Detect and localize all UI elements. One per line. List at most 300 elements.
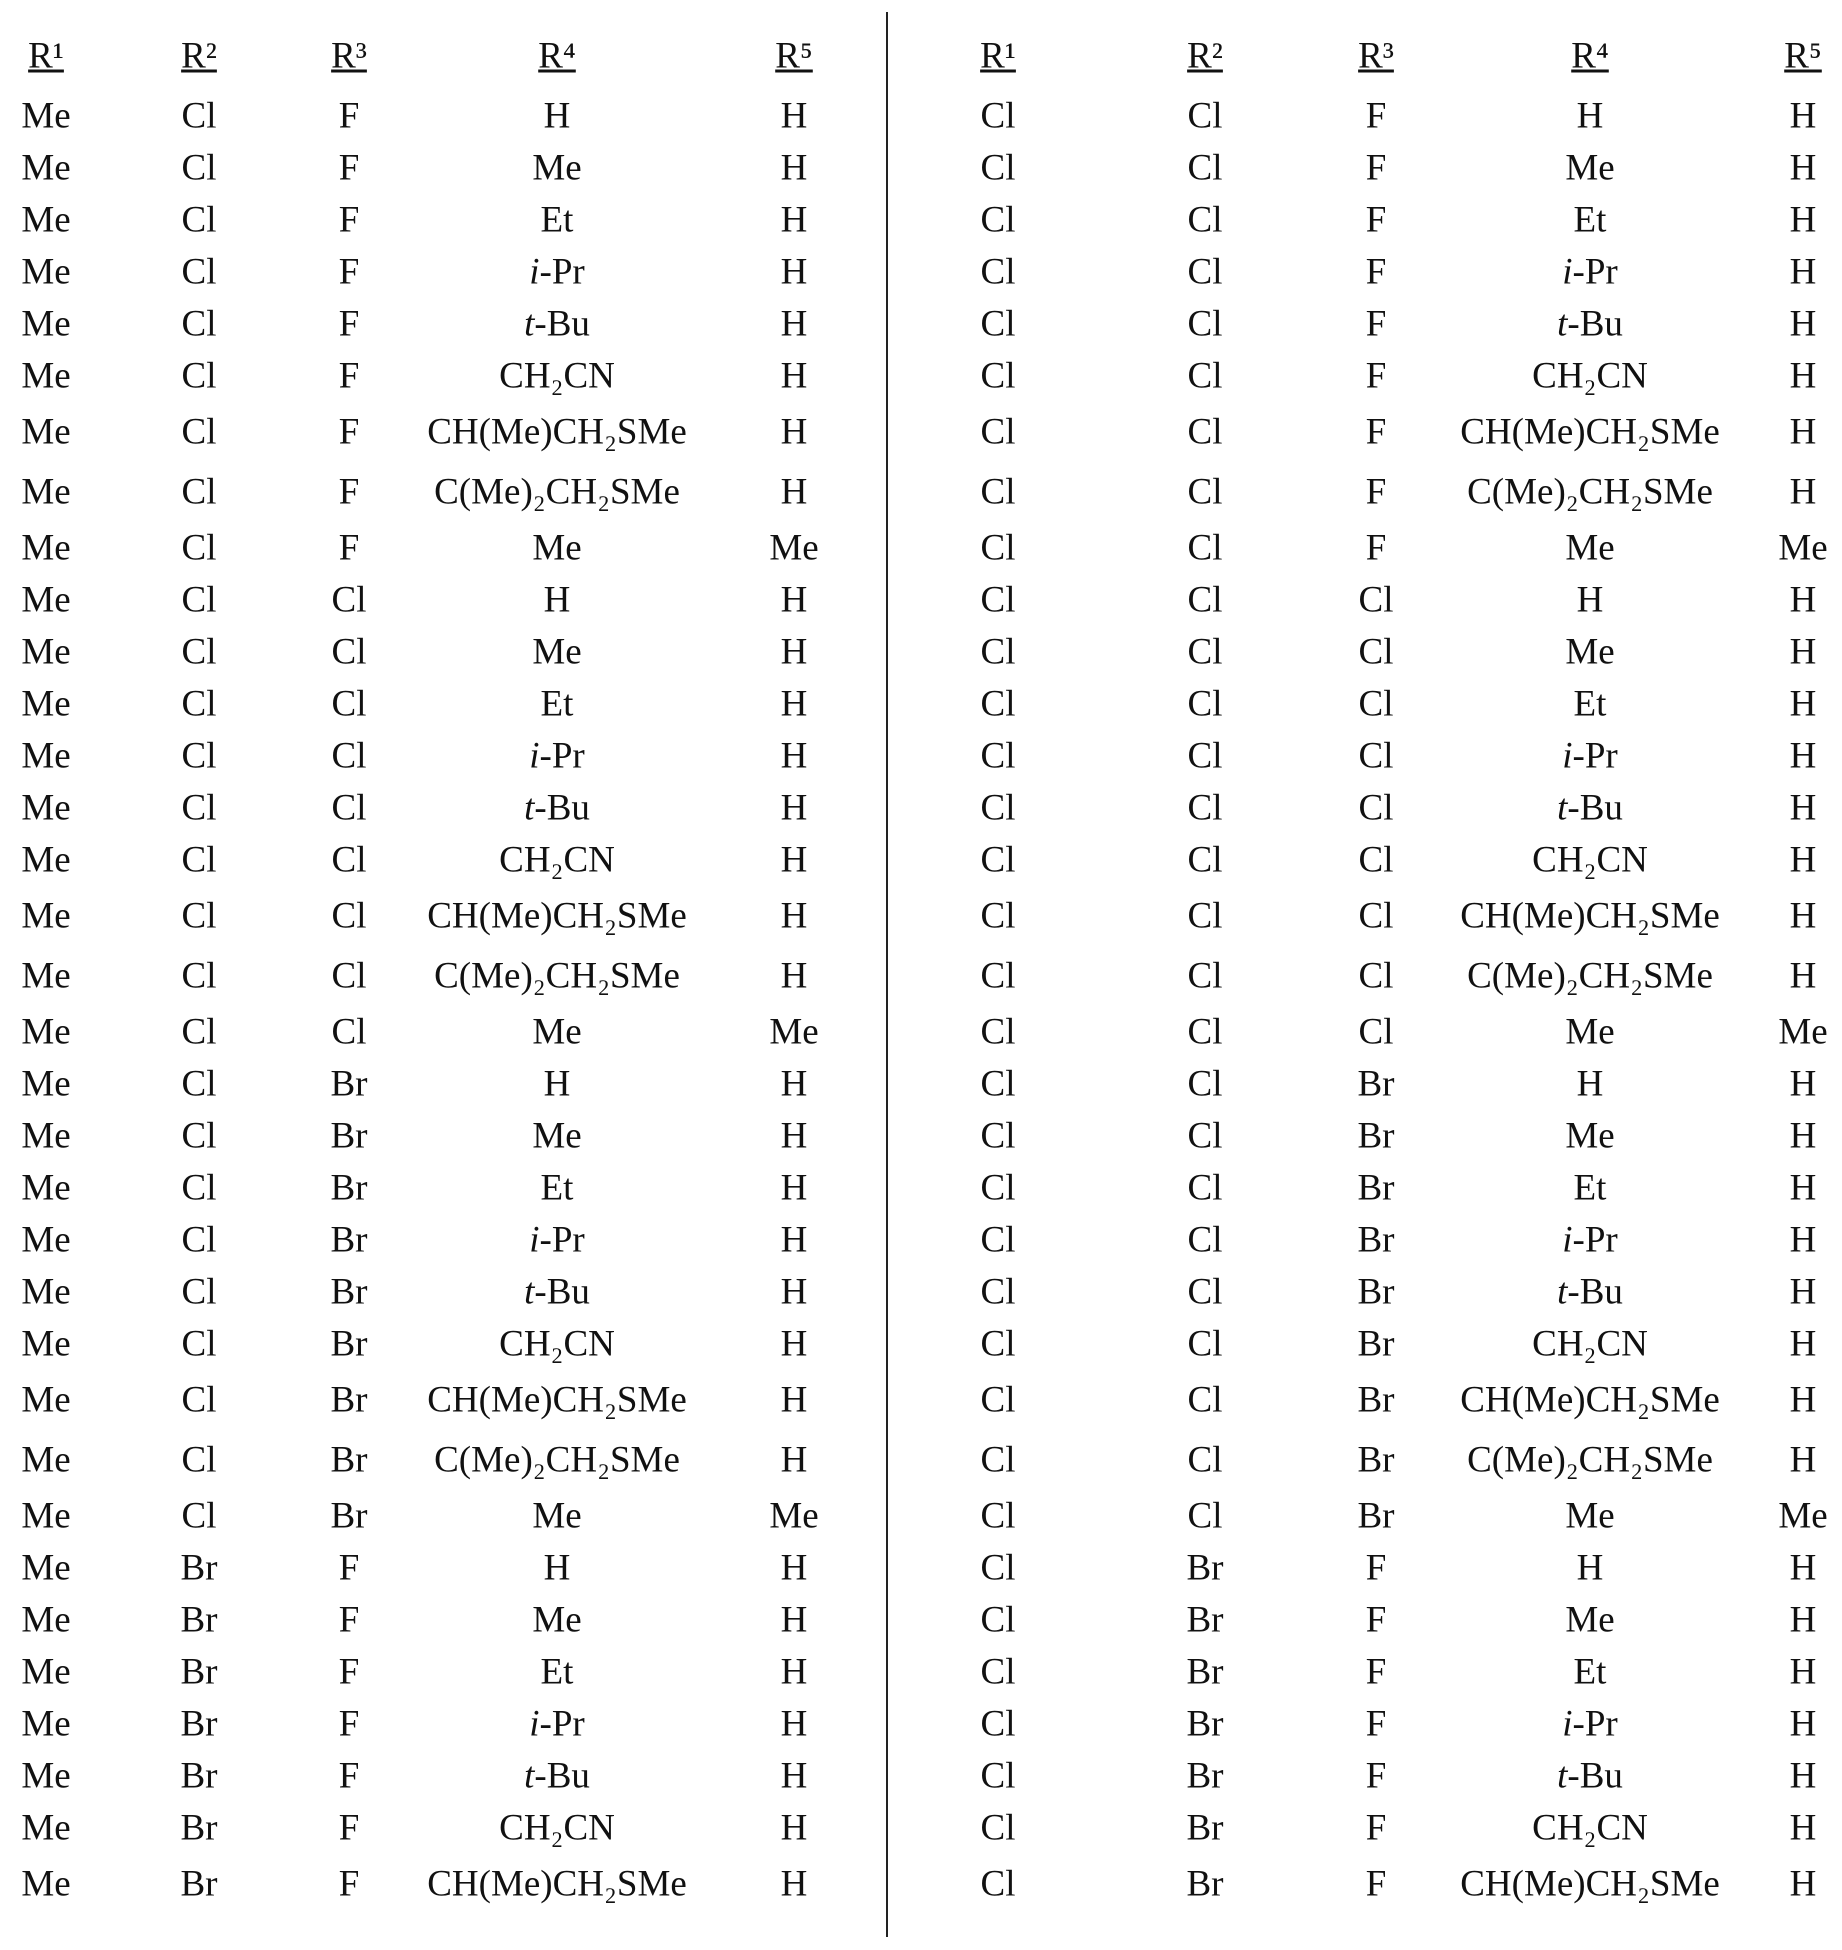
cell-r5: H — [781, 474, 808, 511]
cell-r1: Me — [21, 1866, 70, 1903]
cell-r2: Cl — [182, 898, 217, 935]
table-row — [892, 574, 1842, 626]
cell-r5: H — [1790, 1326, 1817, 1363]
cell-r1: Me — [21, 530, 70, 567]
table-row — [0, 522, 880, 574]
cell-r1: Cl — [981, 530, 1016, 567]
table-row — [892, 1802, 1842, 1854]
cell-r2: Cl — [182, 358, 217, 395]
cell-r5: H — [1790, 1382, 1817, 1419]
cell-r4: Me — [532, 150, 581, 187]
cell-r2: Cl — [1188, 254, 1223, 291]
cell-r2: Cl — [1188, 898, 1223, 935]
cell-r2: Br — [181, 1654, 218, 1691]
cell-r4: i-Pr — [529, 1222, 585, 1259]
cell-r3: F — [339, 202, 360, 239]
cell-r2: Cl — [1188, 582, 1223, 619]
cell-r3: Cl — [332, 1014, 367, 1051]
cell-r5: H — [1790, 738, 1817, 775]
cell-r2: Br — [181, 1602, 218, 1639]
table-row — [0, 1266, 880, 1318]
cell-r5: H — [781, 842, 808, 879]
table-row — [0, 1854, 880, 1914]
cell-r5: H — [781, 898, 808, 935]
cell-r1: Cl — [981, 790, 1016, 827]
cell-r1: Me — [21, 202, 70, 239]
cell-r4: Et — [541, 1170, 574, 1207]
cell-r3: Br — [331, 1326, 368, 1363]
cell-r4: Me — [532, 634, 581, 671]
cell-r5: Me — [769, 1498, 818, 1535]
cell-r2: Br — [1187, 1654, 1224, 1691]
table-row — [0, 1698, 880, 1750]
cell-r1: Cl — [981, 1382, 1016, 1419]
column-header-r3: R³ — [331, 38, 367, 75]
cell-r2: Cl — [182, 1382, 217, 1419]
cell-r2: Cl — [1188, 1170, 1223, 1207]
cell-r5: H — [1790, 1274, 1817, 1311]
cell-r5: H — [781, 1066, 808, 1103]
cell-r2: Cl — [1188, 1274, 1223, 1311]
cell-r3: F — [1366, 150, 1387, 187]
cell-r1: Me — [21, 1326, 70, 1363]
cell-r1: Cl — [981, 306, 1016, 343]
cell-r2: Cl — [1188, 738, 1223, 775]
cell-r4: Me — [1565, 1498, 1614, 1535]
cell-r4: Me — [1565, 1014, 1614, 1051]
cell-r4: Me — [532, 1498, 581, 1535]
cell-r4: CH₂CN — [499, 1810, 615, 1847]
cell-r2: Cl — [1188, 474, 1223, 511]
table-row — [892, 90, 1842, 142]
cell-r2: Br — [1187, 1550, 1224, 1587]
cell-r4: C(Me)₂CH₂SMe — [434, 474, 680, 511]
cell-r3: F — [1366, 1758, 1387, 1795]
cell-r3: Cl — [1359, 842, 1394, 879]
cell-r2: Cl — [182, 842, 217, 879]
header-row — [0, 22, 880, 90]
cell-r5: H — [781, 1222, 808, 1259]
table-row — [892, 142, 1842, 194]
cell-r4: CH₂CN — [499, 842, 615, 879]
cell-r4: Me — [532, 530, 581, 567]
cell-r4: C(Me)₂CH₂SMe — [1467, 474, 1713, 511]
cell-r5: H — [781, 1654, 808, 1691]
cell-r3: F — [339, 98, 360, 135]
cell-r3: Br — [1358, 1442, 1395, 1479]
cell-r5: H — [1790, 1170, 1817, 1207]
table-row — [892, 1058, 1842, 1110]
cell-r5: H — [781, 306, 808, 343]
cell-r5: H — [781, 790, 808, 827]
cell-r1: Cl — [981, 842, 1016, 879]
table-row — [0, 946, 880, 1006]
cell-r3: F — [339, 306, 360, 343]
cell-r2: Cl — [182, 1222, 217, 1259]
cell-r5: H — [1790, 842, 1817, 879]
cell-r3: F — [339, 1706, 360, 1743]
cell-r2: Cl — [182, 634, 217, 671]
cell-r3: F — [1366, 98, 1387, 135]
cell-r3: F — [1366, 414, 1387, 451]
cell-r3: F — [1366, 202, 1387, 239]
cell-r1: Me — [21, 898, 70, 935]
table-row — [892, 1266, 1842, 1318]
cell-r4: t-Bu — [1557, 306, 1623, 343]
cell-r5: H — [781, 686, 808, 723]
cell-r1: Cl — [981, 1866, 1016, 1903]
cell-r1: Cl — [981, 686, 1016, 723]
cell-r2: Cl — [1188, 202, 1223, 239]
table-row — [0, 1110, 880, 1162]
cell-r1: Cl — [981, 414, 1016, 451]
cell-r4: Me — [1565, 150, 1614, 187]
cell-r2: Br — [1187, 1706, 1224, 1743]
cell-r3: Br — [331, 1442, 368, 1479]
cell-r1: Cl — [981, 1014, 1016, 1051]
column-header-r3: R³ — [1358, 38, 1394, 75]
cell-r2: Cl — [182, 306, 217, 343]
cell-r2: Cl — [1188, 306, 1223, 343]
cell-r1: Cl — [981, 150, 1016, 187]
table-row — [892, 1594, 1842, 1646]
cell-r4: i-Pr — [529, 1706, 585, 1743]
cell-r4: H — [544, 582, 571, 619]
table-row — [892, 946, 1842, 1006]
cell-r1: Me — [21, 1382, 70, 1419]
cell-r3: Cl — [1359, 898, 1394, 935]
table-row — [0, 1058, 880, 1110]
cell-r1: Me — [21, 842, 70, 879]
cell-r1: Cl — [981, 898, 1016, 935]
cell-r3: F — [339, 1758, 360, 1795]
cell-r4: H — [544, 1066, 571, 1103]
cell-r2: Cl — [182, 414, 217, 451]
cell-r1: Me — [21, 1758, 70, 1795]
cell-r1: Cl — [981, 634, 1016, 671]
cell-r1: Me — [21, 634, 70, 671]
column-header-r4: R⁴ — [538, 38, 576, 75]
cell-r2: Br — [1187, 1758, 1224, 1795]
cell-r5: Me — [1778, 530, 1827, 567]
table-row — [892, 246, 1842, 298]
cell-r4: Et — [1574, 202, 1607, 239]
cell-r1: Me — [21, 1498, 70, 1535]
cell-r4: CH₂CN — [1532, 1326, 1648, 1363]
cell-r5: H — [781, 98, 808, 135]
cell-r4: C(Me)₂CH₂SMe — [1467, 958, 1713, 995]
cell-r4: Me — [1565, 634, 1614, 671]
cell-r4: Et — [541, 686, 574, 723]
cell-r5: H — [781, 1170, 808, 1207]
cell-r2: Cl — [1188, 98, 1223, 135]
cell-r2: Br — [181, 1810, 218, 1847]
cell-r2: Cl — [182, 1014, 217, 1051]
cell-r3: F — [1366, 1810, 1387, 1847]
cell-r4: H — [1577, 582, 1604, 619]
table-row — [892, 1318, 1842, 1370]
cell-r5: H — [1790, 1758, 1817, 1795]
cell-r4: CH(Me)CH₂SMe — [1460, 1866, 1720, 1903]
cell-r5: H — [781, 1274, 808, 1311]
cell-r2: Cl — [1188, 1326, 1223, 1363]
cell-r2: Br — [1187, 1866, 1224, 1903]
table-row — [892, 1854, 1842, 1914]
table-row — [0, 1490, 880, 1542]
cell-r2: Cl — [182, 1498, 217, 1535]
cell-r2: Cl — [1188, 634, 1223, 671]
cell-r5: Me — [1778, 1498, 1827, 1535]
cell-r1: Me — [21, 1550, 70, 1587]
cell-r3: Br — [1358, 1066, 1395, 1103]
column-header-r5: R⁵ — [1784, 38, 1822, 75]
cell-r5: H — [1790, 1442, 1817, 1479]
cell-r1: Me — [21, 738, 70, 775]
cell-r1: Cl — [981, 1758, 1016, 1795]
cell-r2: Cl — [182, 474, 217, 511]
cell-r4: i-Pr — [1562, 1706, 1618, 1743]
cell-r3: F — [1366, 1706, 1387, 1743]
cell-r1: Cl — [981, 1654, 1016, 1691]
cell-r2: Br — [181, 1706, 218, 1743]
cell-r4: CH₂CN — [1532, 842, 1648, 879]
cell-r5: H — [781, 958, 808, 995]
cell-r4: t-Bu — [1557, 1758, 1623, 1795]
cell-r3: Br — [331, 1382, 368, 1419]
column-header-r5: R⁵ — [775, 38, 813, 75]
cell-r4: H — [544, 98, 571, 135]
cell-r3: Cl — [332, 842, 367, 879]
cell-r3: Br — [331, 1118, 368, 1155]
cell-r4: CH(Me)CH₂SMe — [427, 898, 687, 935]
cell-r4: i-Pr — [1562, 1222, 1618, 1259]
table-row — [0, 298, 880, 350]
table-row — [0, 402, 880, 462]
cell-r3: F — [339, 530, 360, 567]
cell-r2: Cl — [182, 150, 217, 187]
table-row — [892, 730, 1842, 782]
cell-r1: Cl — [981, 1118, 1016, 1155]
cell-r1: Me — [21, 1654, 70, 1691]
column-divider — [886, 12, 888, 1937]
cell-r3: Cl — [332, 790, 367, 827]
cell-r3: F — [339, 1810, 360, 1847]
cell-r4: t-Bu — [524, 306, 590, 343]
cell-r4: t-Bu — [524, 790, 590, 827]
cell-r1: Me — [21, 1170, 70, 1207]
table-row — [0, 1542, 880, 1594]
cell-r2: Cl — [1188, 1118, 1223, 1155]
header-row — [892, 22, 1842, 90]
cell-r1: Me — [21, 1706, 70, 1743]
cell-r4: Et — [1574, 1654, 1607, 1691]
cell-r3: Cl — [1359, 634, 1394, 671]
table-row — [892, 462, 1842, 522]
cell-r4: CH(Me)CH₂SMe — [427, 1382, 687, 1419]
cell-r4: C(Me)₂CH₂SMe — [434, 958, 680, 995]
cell-r5: H — [781, 582, 808, 619]
table-row — [892, 298, 1842, 350]
cell-r3: Br — [331, 1066, 368, 1103]
cell-r5: H — [1790, 358, 1817, 395]
cell-r2: Br — [181, 1866, 218, 1903]
cell-r1: Cl — [981, 1170, 1016, 1207]
cell-r3: F — [339, 358, 360, 395]
cell-r1: Cl — [981, 1274, 1016, 1311]
cell-r1: Me — [21, 306, 70, 343]
cell-r4: CH₂CN — [499, 358, 615, 395]
cell-r2: Cl — [182, 582, 217, 619]
column-header-r1: R¹ — [980, 38, 1016, 75]
cell-r5: H — [1790, 1550, 1817, 1587]
cell-r4: i-Pr — [529, 738, 585, 775]
cell-r3: F — [1366, 474, 1387, 511]
table-row — [0, 142, 880, 194]
table-row — [0, 1802, 880, 1854]
cell-r1: Cl — [981, 474, 1016, 511]
table-row — [0, 1006, 880, 1058]
cell-r4: t-Bu — [1557, 790, 1623, 827]
cell-r2: Cl — [182, 1326, 217, 1363]
table-row — [892, 1370, 1842, 1430]
cell-r1: Cl — [981, 582, 1016, 619]
cell-r3: Cl — [332, 582, 367, 619]
cell-r1: Me — [21, 1602, 70, 1639]
cell-r4: H — [1577, 98, 1604, 135]
cell-r2: Cl — [1188, 1014, 1223, 1051]
table-row — [0, 886, 880, 946]
table-row — [892, 834, 1842, 886]
cell-r1: Cl — [981, 1442, 1016, 1479]
cell-r1: Cl — [981, 1706, 1016, 1743]
cell-r2: Cl — [1188, 530, 1223, 567]
cell-r4: i-Pr — [1562, 738, 1618, 775]
table-row — [892, 1490, 1842, 1542]
table-row — [0, 626, 880, 678]
cell-r2: Br — [1187, 1602, 1224, 1639]
cell-r4: H — [544, 1550, 571, 1587]
cell-r4: Me — [532, 1118, 581, 1155]
table-row — [892, 626, 1842, 678]
cell-r4: Me — [1565, 530, 1614, 567]
cell-r3: F — [1366, 1866, 1387, 1903]
cell-r1: Me — [21, 790, 70, 827]
cell-r2: Br — [181, 1758, 218, 1795]
cell-r3: Br — [1358, 1326, 1395, 1363]
cell-r1: Me — [21, 254, 70, 291]
cell-r2: Cl — [1188, 958, 1223, 995]
cell-r4: Et — [1574, 686, 1607, 723]
cell-r3: F — [339, 1654, 360, 1691]
cell-r4: t-Bu — [524, 1274, 590, 1311]
cell-r4: t-Bu — [1557, 1274, 1623, 1311]
cell-r2: Cl — [182, 254, 217, 291]
cell-r5: Me — [769, 1014, 818, 1051]
cell-r4: CH₂CN — [1532, 358, 1648, 395]
cell-r4: Me — [1565, 1118, 1614, 1155]
cell-r3: Br — [331, 1498, 368, 1535]
table-row — [0, 1162, 880, 1214]
cell-r1: Cl — [981, 958, 1016, 995]
table-row — [0, 194, 880, 246]
cell-r2: Br — [1187, 1810, 1224, 1847]
cell-r5: H — [781, 634, 808, 671]
cell-r5: H — [781, 358, 808, 395]
cell-r3: F — [339, 1550, 360, 1587]
cell-r5: H — [781, 414, 808, 451]
cell-r1: Cl — [981, 358, 1016, 395]
cell-r2: Cl — [182, 202, 217, 239]
cell-r5: H — [781, 202, 808, 239]
table-row — [892, 1110, 1842, 1162]
cell-r2: Cl — [182, 1066, 217, 1103]
cell-r3: Cl — [1359, 738, 1394, 775]
cell-r3: F — [339, 1602, 360, 1639]
cell-r1: Cl — [981, 98, 1016, 135]
cell-r3: F — [339, 150, 360, 187]
cell-r5: H — [1790, 474, 1817, 511]
cell-r3: Br — [331, 1170, 368, 1207]
cell-r5: H — [1790, 958, 1817, 995]
table-row — [892, 1750, 1842, 1802]
cell-r2: Cl — [1188, 790, 1223, 827]
cell-r5: H — [1790, 1810, 1817, 1847]
cell-r4: i-Pr — [529, 254, 585, 291]
table-row — [892, 782, 1842, 834]
cell-r5: H — [1790, 306, 1817, 343]
cell-r3: F — [1366, 1602, 1387, 1639]
cell-r5: H — [781, 1326, 808, 1363]
cell-r2: Cl — [1188, 686, 1223, 723]
cell-r1: Cl — [981, 1222, 1016, 1259]
cell-r5: H — [781, 1602, 808, 1639]
cell-r2: Cl — [1188, 1222, 1223, 1259]
cell-r3: Cl — [1359, 582, 1394, 619]
table-row — [892, 678, 1842, 730]
table-row — [0, 1430, 880, 1490]
cell-r3: F — [1366, 358, 1387, 395]
cell-r1: Cl — [981, 1602, 1016, 1639]
table-row — [0, 350, 880, 402]
column-header-r4: R⁴ — [1571, 38, 1609, 75]
table-row — [892, 522, 1842, 574]
cell-r4: CH(Me)CH₂SMe — [427, 1866, 687, 1903]
cell-r5: H — [1790, 202, 1817, 239]
column-header-r2: R² — [181, 38, 217, 75]
cell-r3: Cl — [332, 958, 367, 995]
cell-r5: Me — [769, 530, 818, 567]
cell-r4: C(Me)₂CH₂SMe — [1467, 1442, 1713, 1479]
table-row — [892, 1162, 1842, 1214]
cell-r4: Et — [541, 202, 574, 239]
table-row — [0, 1750, 880, 1802]
cell-r1: Me — [21, 958, 70, 995]
cell-r3: F — [1366, 1654, 1387, 1691]
table-row — [0, 246, 880, 298]
cell-r3: Br — [331, 1274, 368, 1311]
table-row — [0, 1594, 880, 1646]
cell-r3: F — [339, 414, 360, 451]
cell-r1: Cl — [981, 1498, 1016, 1535]
cell-r5: H — [781, 1550, 808, 1587]
cell-r5: H — [1790, 98, 1817, 135]
cell-r2: Cl — [1188, 842, 1223, 879]
cell-r1: Me — [21, 1014, 70, 1051]
cell-r3: Cl — [1359, 686, 1394, 723]
cell-r3: F — [1366, 306, 1387, 343]
cell-r2: Cl — [182, 686, 217, 723]
column-header-r2: R² — [1187, 38, 1223, 75]
